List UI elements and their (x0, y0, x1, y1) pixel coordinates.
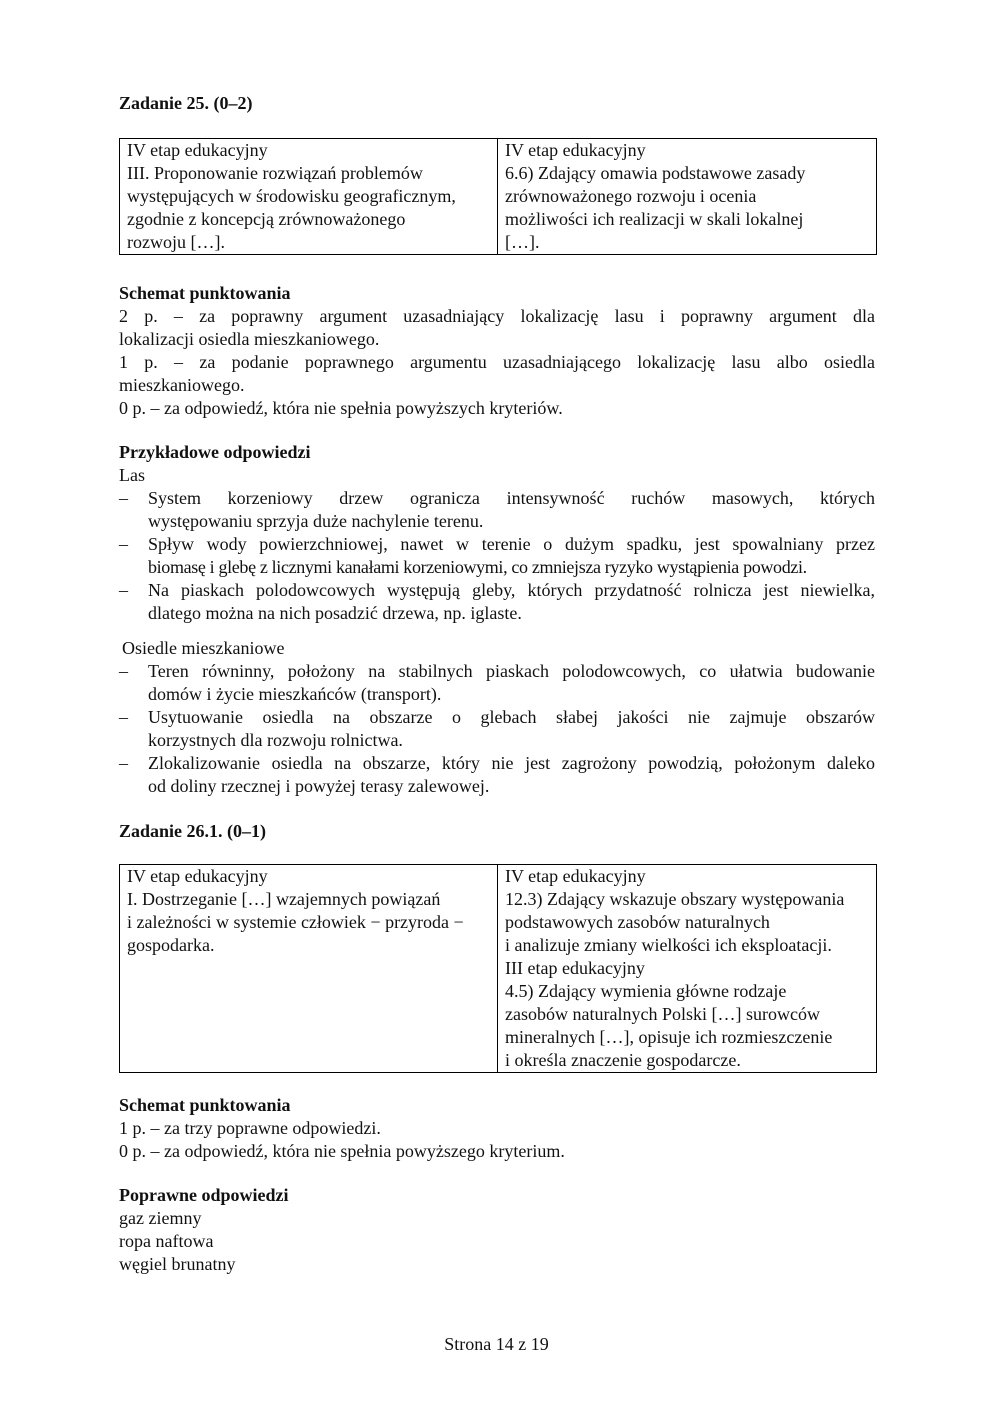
scoring-heading: Schemat punktowania (119, 283, 291, 303)
task-26-general-requirement (120, 865, 498, 1073)
req-line: możliwości ich realizacji w skali lokalnej (505, 209, 804, 229)
task-25-title: Zadanie 25. (0–2) (119, 93, 253, 113)
list-item-text: System korzeniowy drzew ogranicza intensywność ruchów masowych, których (148, 488, 875, 508)
list-item-text: biomasę i glebę z licznymi kanałami korzeniowymi, co zmniejsza ryzyko wystąpienia powodzi. (148, 557, 807, 577)
req-line: 4.5) Zdający wymienia główne rodzaje (505, 981, 787, 1001)
page-number: Strona 14 z 19 (444, 1334, 549, 1354)
req-line: 12.3) Zdający wskazuje obszary występowania (505, 889, 845, 909)
scoring-rule (119, 351, 875, 397)
scoring-rule-text: mieszkaniowego. (119, 375, 245, 395)
req-line: III. Proponowanie rozwiązań problemów (127, 163, 423, 183)
req-line: i zależności w systemie człowiek − przyroda − (127, 912, 464, 932)
task-25-specific-requirement (498, 139, 877, 255)
scoring-rule-text: 2 p. – za poprawny argument uzasadniający lokalizację lasu i poprawny argument dla (119, 306, 875, 326)
forest-label: Las (119, 465, 145, 485)
answers-heading: Poprawne odpowiedzi (119, 1185, 289, 1205)
task-26-specific-requirement (498, 865, 877, 1073)
scoring-rule: 1 p. – za trzy poprawne odpowiedzi. (119, 1118, 381, 1138)
req-line: występujących w środowisku geograficznym, (127, 186, 456, 206)
task-26-requirements-table (119, 864, 877, 1073)
list-item-text: Na piaskach polodowcowych występują gleby, których przydatność rolnicza jest niewielka, (148, 580, 875, 600)
answer-item: węgiel brunatny (119, 1254, 236, 1274)
list-item (119, 752, 875, 798)
req-line: I. Dostrzeganie […] wzajemnych powiązań (127, 889, 441, 909)
req-line: i analizuje zmiany wielkości ich eksploatacji. (505, 935, 832, 955)
req-line: IV etap edukacyjny (505, 866, 646, 886)
answer-item: gaz ziemny (119, 1208, 202, 1228)
answer-item: ropa naftowa (119, 1231, 214, 1251)
list-item-text: od doliny rzecznej i powyżej terasy zalewowej. (148, 776, 490, 796)
dash-bullet: – (119, 661, 128, 681)
req-line: mineralnych […], opisuje ich rozmieszczenie (505, 1027, 833, 1047)
scoring-rule-text: 0 p. – za odpowiedź, która nie spełnia powyższych kryteriów. (119, 398, 563, 418)
dash-bullet: – (119, 488, 128, 508)
req-line: III etap edukacyjny (505, 958, 645, 978)
settlement-label: Osiedle mieszkaniowe (122, 638, 285, 658)
scoring-rule-text: 1 p. – za podanie poprawnego argumentu uzasadniającego lokalizację lasu albo osiedla (119, 352, 875, 372)
task-25-requirements-table (119, 138, 877, 255)
scoring-rule: 0 p. – za odpowiedź, która nie spełnia powyższego kryterium. (119, 1141, 565, 1161)
req-line: 6.6) Zdający omawia podstawowe zasady (505, 163, 806, 183)
scoring-rule-text: lokalizacji osiedla mieszkaniowego. (119, 329, 380, 349)
dash-bullet: – (119, 753, 128, 773)
examples-heading: Przykładowe odpowiedzi (119, 442, 311, 462)
req-line: zasobów naturalnych Polski […] surowców (505, 1004, 820, 1024)
req-line: rozwoju […]. (127, 232, 225, 252)
list-item (119, 487, 875, 533)
dash-bullet: – (119, 707, 128, 727)
list-item (119, 579, 875, 625)
task-25-general-requirement (120, 139, 498, 255)
req-line: […]. (505, 232, 540, 252)
list-item (119, 706, 875, 752)
list-item-text: Zlokalizowanie osiedla na obszarze, który nie jest zagrożony powodzią, położonym daleko (148, 753, 875, 773)
list-item (119, 660, 875, 706)
scoring-rule (119, 397, 875, 420)
scoring-rule (119, 305, 875, 351)
req-line: gospodarka. (127, 935, 215, 955)
list-item-text: dlatego można na nich posadzić drzewa, np. iglaste. (148, 603, 522, 623)
dash-bullet: – (119, 534, 128, 554)
dash-bullet: – (119, 580, 128, 600)
task-26-title: Zadanie 26.1. (0–1) (119, 821, 267, 841)
list-item (119, 533, 875, 579)
req-line: IV etap edukacyjny (127, 866, 268, 886)
list-item-text: domów i życie mieszkańców (transport). (148, 684, 442, 704)
req-line: zrównoważonego rozwoju i ocenia (505, 186, 757, 206)
scoring-heading: Schemat punktowania (119, 1095, 291, 1115)
list-item-text: Spływ wody powierzchniowej, nawet w terenie o dużym spadku, jest spowalniany przez (148, 534, 875, 554)
req-line: podstawowych zasobów naturalnych (505, 912, 770, 932)
req-line: IV etap edukacyjny (127, 140, 268, 160)
page-content (119, 92, 875, 1276)
req-line: i określa znaczenie gospodarcze. (505, 1050, 741, 1070)
req-line: IV etap edukacyjny (505, 140, 646, 160)
list-item-text: korzystnych dla rozwoju rolnictwa. (148, 730, 403, 750)
list-item-text: występowaniu sprzyja duże nachylenie terenu. (148, 511, 484, 531)
list-item-text: Usytuowanie osiedla na obszarze o glebach słabej jakości nie zajmuje obszarów (148, 707, 875, 727)
list-item-text: Teren równinny, położony na stabilnych piaskach polodowcowych, co ułatwia budowanie (148, 661, 875, 681)
req-line: zgodnie z koncepcją zrównoważonego (127, 209, 406, 229)
